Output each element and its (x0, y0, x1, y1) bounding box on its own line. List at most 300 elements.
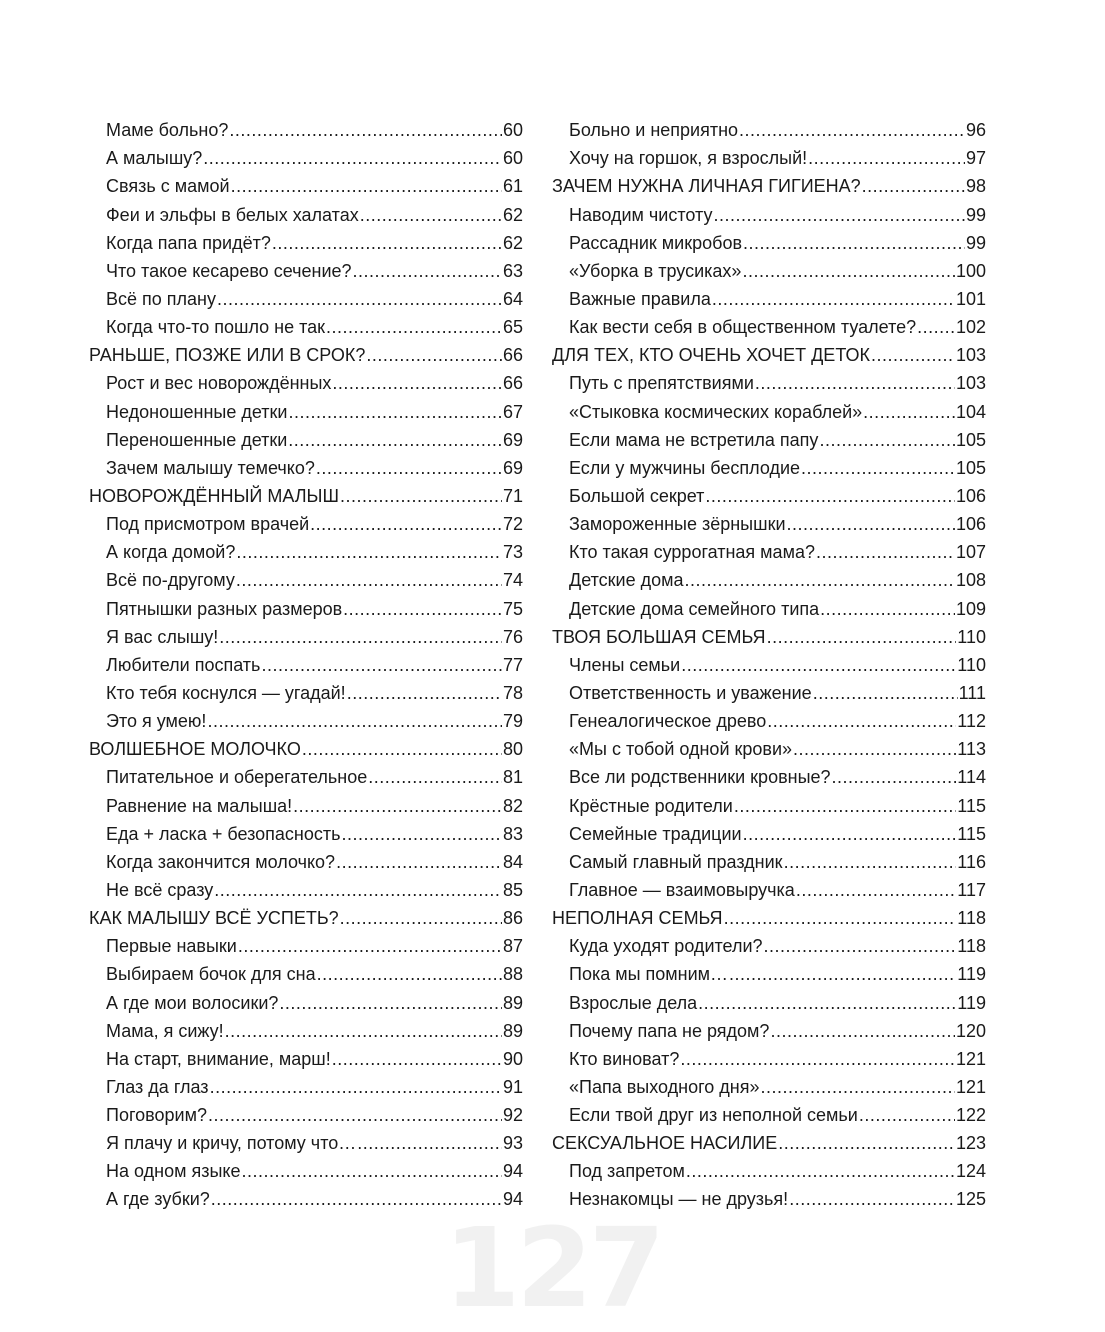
dot-leader (917, 316, 955, 338)
toc-entry-title: Пока мы помним… (569, 964, 729, 985)
toc-entry (89, 535, 523, 563)
toc-entry (552, 873, 986, 901)
toc-entry-page: 69 (502, 429, 523, 450)
toc-entry-page: 99 (965, 204, 986, 225)
toc-entry (552, 591, 986, 619)
dot-leader (767, 626, 957, 648)
toc-entry-page: 71 (502, 485, 523, 506)
toc-entry-page: 74 (502, 570, 523, 591)
toc-entry-page: 113 (957, 739, 986, 760)
dot-leader (760, 1076, 954, 1098)
toc-entry-title: На одном языке (106, 1161, 241, 1182)
toc-entry-page: 120 (955, 1020, 986, 1041)
toc-entry-page: 77 (502, 654, 523, 675)
toc-section-entry (89, 901, 523, 929)
toc-entry (89, 929, 523, 957)
toc-section-entry (552, 1126, 986, 1154)
toc-entry (552, 1014, 986, 1042)
toc-entry (552, 1042, 986, 1070)
toc-entry-title: ТВОЯ БОЛЬШАЯ СЕМЬЯ (552, 626, 766, 647)
toc-right-column (552, 113, 986, 1210)
dot-leader (784, 851, 957, 873)
dot-leader (859, 1104, 955, 1126)
toc-entry-page: 86 (502, 908, 523, 929)
dot-leader (293, 795, 502, 817)
dot-leader (712, 288, 955, 310)
dot-leader (871, 344, 955, 366)
dot-leader (681, 654, 956, 676)
dot-leader (332, 372, 502, 394)
dot-leader (236, 541, 502, 563)
toc-entry (89, 563, 523, 591)
dot-leader (219, 626, 502, 648)
toc-entry-title: Важные правила (569, 288, 711, 309)
toc-entry-page: 67 (502, 401, 523, 422)
toc-entry (552, 394, 986, 422)
toc-entry (552, 197, 986, 225)
toc-entry-page: 125 (955, 1189, 986, 1210)
toc-entry-page: 66 (502, 373, 523, 394)
toc-entry-title: Когда что-то пошло не так (106, 317, 326, 338)
toc-entry (89, 394, 523, 422)
toc-entry-page: 60 (502, 148, 523, 169)
toc-entry-page: 114 (957, 767, 986, 788)
toc-entry (89, 1154, 523, 1182)
toc-entry (89, 310, 523, 338)
toc-entry-page: 66 (502, 345, 523, 366)
toc-entry-title: Поговорим? (106, 1105, 207, 1126)
toc-entry-page: 63 (502, 260, 523, 281)
dot-leader (819, 429, 955, 451)
toc-entry (89, 366, 523, 394)
toc-entry-page: 123 (955, 1133, 986, 1154)
dot-leader (360, 204, 502, 226)
toc-entry (89, 1126, 523, 1154)
dot-leader (686, 1160, 955, 1182)
toc-entry (89, 620, 523, 648)
toc-entry-title: Связь с мамой (106, 176, 230, 197)
dot-leader (332, 1048, 502, 1070)
toc-entry-page: 119 (957, 964, 986, 985)
toc-entry (89, 704, 523, 732)
toc-entry (89, 282, 523, 310)
toc-entry-page: 108 (955, 570, 986, 591)
toc-entry-title: «Уборка в трусиках» (569, 260, 742, 281)
dot-leader (279, 992, 502, 1014)
toc-entry-title: Почему папа не рядом? (569, 1020, 770, 1041)
toc-entry-page: 78 (502, 682, 523, 703)
dot-leader (680, 1048, 955, 1070)
dot-leader (808, 147, 965, 169)
toc-entry (552, 141, 986, 169)
dot-leader (787, 513, 955, 535)
dot-leader (729, 963, 956, 985)
dot-leader (217, 288, 502, 310)
toc-entry-title: Любители поспать (106, 654, 261, 675)
toc-entry-page: 111 (958, 682, 986, 703)
toc-entry-page: 91 (502, 1076, 523, 1097)
toc-entry-page: 94 (502, 1189, 523, 1210)
toc-entry-page: 72 (502, 514, 523, 535)
toc-section-entry (89, 479, 523, 507)
dot-leader (698, 992, 956, 1014)
toc-section-entry (89, 338, 523, 366)
toc-entry-page: 84 (502, 851, 523, 872)
toc-entry-title: Когда закончится молочко? (106, 851, 336, 872)
toc-entry (552, 254, 986, 282)
toc-entry (89, 873, 523, 901)
dot-leader (225, 1020, 502, 1042)
dot-leader (272, 232, 502, 254)
toc-entry (552, 985, 986, 1013)
toc-entry-page: 119 (957, 992, 986, 1013)
toc-entry (552, 1070, 986, 1098)
toc-entry-title: Феи и эльфы в белых халатах (106, 204, 359, 225)
dot-leader (236, 569, 502, 591)
toc-entry (89, 591, 523, 619)
toc-entry (89, 788, 523, 816)
dot-leader (713, 204, 965, 226)
toc-entry-title: ЗАЧЕМ НУЖНА ЛИЧНАЯ ГИГИЕНА? (552, 176, 861, 197)
toc-entry-title: КАК МАЛЫШУ ВСЁ УСПЕТЬ? (89, 908, 339, 929)
toc-entry (552, 760, 986, 788)
toc-entry-page: 103 (955, 373, 986, 394)
toc-entry-title: Недоношенные детки (106, 401, 288, 422)
dot-leader (832, 766, 957, 788)
toc-entry (89, 507, 523, 535)
toc-entry-title: Путь с препятствиями (569, 373, 754, 394)
toc-entry-title: Если твой друг из неполной семьи (569, 1105, 858, 1126)
toc-entry (552, 788, 986, 816)
toc-entry (552, 563, 986, 591)
toc-entry (89, 760, 523, 788)
toc-entry (89, 113, 523, 141)
toc-entry (552, 479, 986, 507)
toc-section-entry (89, 732, 523, 760)
toc-entry (89, 226, 523, 254)
dot-leader (816, 541, 955, 563)
toc-entry (552, 957, 986, 985)
dot-leader (862, 175, 965, 197)
toc-entry-title: Не всё сразу (106, 879, 214, 900)
toc-entry-page: 89 (502, 1020, 523, 1041)
toc-entry-title: Ответственность и уважение (569, 682, 812, 703)
toc-entry-title: Первые навыки (106, 936, 237, 957)
toc-entry (552, 423, 986, 451)
toc-entry-title: Детские дома (569, 570, 684, 591)
dot-leader (214, 879, 502, 901)
toc-entry-page: 103 (955, 345, 986, 366)
toc-entry-title: А малышу? (106, 148, 203, 169)
dot-leader (368, 766, 502, 788)
dot-leader (336, 851, 502, 873)
toc-entry-title: Если у мужчины бесплодие (569, 457, 801, 478)
toc-entry-title: Что такое кесарево сечение? (106, 260, 352, 281)
toc-entry-title: Это я умею! (106, 711, 207, 732)
toc-entry-page: 106 (955, 485, 986, 506)
toc-entry-page: 60 (502, 120, 523, 141)
toc-section-entry (552, 338, 986, 366)
toc-entry-title: Рассадник микробов (569, 232, 743, 253)
toc-entry-title: Под запретом (569, 1161, 685, 1182)
toc-entry-title: Незнакомцы — не друзья! (569, 1189, 789, 1210)
dot-leader (743, 232, 965, 254)
toc-section-entry (552, 901, 986, 929)
toc-entry-page: 121 (955, 1076, 986, 1097)
toc-entry-page: 87 (502, 936, 523, 957)
dot-leader (207, 710, 502, 732)
toc-entry-page: 61 (502, 176, 523, 197)
toc-entry (89, 1070, 523, 1098)
toc-entry (552, 310, 986, 338)
toc-entry-page: 98 (965, 176, 986, 197)
toc-entry-page: 88 (502, 964, 523, 985)
toc-entry (552, 282, 986, 310)
dot-leader (347, 682, 502, 704)
toc-entry (552, 704, 986, 732)
toc-entry (89, 985, 523, 1013)
toc-entry-page: 90 (502, 1048, 523, 1069)
dot-leader (734, 795, 956, 817)
toc-entry-page: 104 (955, 401, 986, 422)
toc-entry-page: 62 (502, 204, 523, 225)
toc-entry-title: Зачем малышу темечко? (106, 457, 315, 478)
toc-entry (89, 1014, 523, 1042)
toc-entry (552, 366, 986, 394)
toc-entry-page: 75 (502, 598, 523, 619)
toc-entry (89, 254, 523, 282)
toc-entry-page: 92 (502, 1105, 523, 1126)
dot-leader (801, 457, 955, 479)
toc-entry-page: 115 (957, 823, 986, 844)
dot-leader (210, 1076, 502, 1098)
dot-leader (340, 485, 502, 507)
toc-entry-title: Еда + ласка + безопасность (106, 823, 341, 844)
toc-entry-title: «Стыковка космических кораблей» (569, 401, 863, 422)
toc-entry-page: 82 (502, 795, 523, 816)
toc-entry-title: РАНЬШЕ, ПОЗЖЕ ИЛИ В СРОК? (89, 345, 366, 366)
toc-entry-title: Все ли родственники кровные? (569, 767, 831, 788)
dot-leader (288, 429, 502, 451)
toc-entry (89, 1098, 523, 1126)
toc-entry-title: Детские дома семейного типа (569, 598, 820, 619)
toc-entry-title: А где мои волосики? (106, 992, 279, 1013)
toc-entry-title: Всё по-другому (106, 570, 235, 591)
toc-entry-page: 69 (502, 457, 523, 478)
dot-leader (755, 372, 955, 394)
toc-entry-page: 97 (965, 148, 986, 169)
dot-leader (353, 260, 502, 282)
toc-entry-page: 65 (502, 317, 523, 338)
toc-entry-page: 62 (502, 232, 523, 253)
toc-entry-page: 73 (502, 542, 523, 563)
toc-entry (552, 1154, 986, 1182)
dot-leader (317, 963, 502, 985)
toc-entry-page: 107 (955, 542, 986, 563)
dot-leader (231, 175, 502, 197)
toc-entry-title: НОВОРОЖДЁННЫЙ МАЛЫШ (89, 485, 339, 506)
toc-entry-title: Маме больно? (106, 120, 229, 141)
toc-entry-title: СЕКСУАЛЬНОЕ НАСИЛИЕ (552, 1133, 778, 1154)
toc-entry-title: ВОЛШЕБНОЕ МОЛОЧКО (89, 739, 301, 760)
toc-entry-title: Мама, я сижу! (106, 1020, 224, 1041)
toc-entry-title: Семейные традиции (569, 823, 742, 844)
toc-entry-title: Под присмотром врачей (106, 514, 310, 535)
dot-leader (340, 907, 502, 929)
dot-leader (341, 823, 502, 845)
toc-entry-page: 118 (957, 936, 986, 957)
toc-entry-title: Кто виноват? (569, 1048, 680, 1069)
toc-entry-page: 122 (955, 1105, 986, 1126)
dot-leader (241, 1160, 501, 1182)
toc-entry-page: 83 (502, 823, 523, 844)
toc-entry-title: Главное — взаимовыручка (569, 879, 795, 900)
toc-entry-title: Большой секрет (569, 485, 705, 506)
dot-leader (229, 119, 502, 141)
toc-entry-title: Питательное и оберегательное (106, 767, 368, 788)
toc-entry-title: НЕПОЛНАЯ СЕМЬЯ (552, 908, 723, 929)
toc-entry-page: 96 (965, 120, 986, 141)
toc-entry-page: 105 (955, 457, 986, 478)
toc-entry-page: 115 (957, 795, 986, 816)
dot-leader (316, 457, 502, 479)
dot-leader (796, 879, 956, 901)
toc-entry-page: 116 (957, 851, 986, 872)
dot-leader (743, 823, 957, 845)
toc-entry (89, 1042, 523, 1070)
toc-entry-page: 100 (955, 260, 986, 281)
toc-entry (89, 197, 523, 225)
page-number: 127 (443, 1204, 662, 1332)
toc-entry (552, 817, 986, 845)
dot-leader (778, 1132, 955, 1154)
toc-entry (552, 732, 986, 760)
toc-entry-title: «Папа выходного дня» (569, 1076, 760, 1097)
toc-entry-title: Хочу на горшок, я взрослый! (569, 148, 808, 169)
dot-leader (238, 935, 502, 957)
toc-entry (552, 507, 986, 535)
dot-leader (203, 147, 502, 169)
toc-entry-title: А когда домой? (106, 542, 236, 563)
toc-entry-page: 93 (502, 1133, 523, 1154)
toc-entry-page: 118 (957, 908, 986, 929)
dot-leader (770, 1020, 955, 1042)
toc-entry-title: Больно и неприятно (569, 120, 739, 141)
toc-entry-title: Крёстные родители (569, 795, 733, 816)
dot-leader (705, 485, 955, 507)
dot-leader (813, 682, 958, 704)
toc-entry-title: Взрослые дела (569, 992, 698, 1013)
dot-leader (767, 710, 956, 732)
toc-entry-title: Самый главный праздник (569, 851, 783, 872)
toc-entry-title: Как вести себя в общественном туалете? (569, 317, 917, 338)
toc-section-entry (552, 169, 986, 197)
toc-entry-title: Если мама не встретила папу (569, 429, 819, 450)
toc-entry-page: 110 (957, 654, 986, 675)
toc-entry-page: 85 (502, 879, 523, 900)
toc-entry (552, 929, 986, 957)
toc-entry-title: Переношенные детки (106, 429, 288, 450)
toc-entry (89, 817, 523, 845)
toc-entry-page: 76 (502, 626, 523, 647)
toc-entry-page: 79 (502, 711, 523, 732)
toc-entry-page: 105 (955, 429, 986, 450)
dot-leader (742, 260, 955, 282)
toc-entry (89, 648, 523, 676)
toc-entry-title: «Мы с тобой одной крови» (569, 739, 793, 760)
dot-leader (820, 598, 955, 620)
toc-entry-title: Наводим чистоту (569, 204, 713, 225)
dot-leader (302, 738, 502, 760)
dot-leader (793, 738, 956, 760)
toc-entry (89, 676, 523, 704)
toc-entry (552, 113, 986, 141)
toc-entry-title: Члены семьи (569, 654, 681, 675)
toc-entry-page: 110 (957, 626, 986, 647)
toc-entry-title: Замороженные зёрнышки (569, 514, 786, 535)
toc-entry (552, 226, 986, 254)
toc-entry-page: 109 (955, 598, 986, 619)
toc-entry-page: 124 (955, 1161, 986, 1182)
dot-leader (208, 1104, 502, 1126)
toc-entry (89, 451, 523, 479)
toc-left-column (89, 113, 523, 1210)
toc-entry-page: 117 (957, 879, 986, 900)
dot-leader (326, 316, 502, 338)
toc-entry-title: А где зубки? (106, 1189, 210, 1210)
toc-entry (89, 169, 523, 197)
toc-entry-page: 64 (502, 288, 523, 309)
toc-entry (552, 1098, 986, 1126)
toc-entry (89, 845, 523, 873)
toc-entry-page: 106 (955, 514, 986, 535)
dot-leader (343, 598, 502, 620)
toc-entry-title: Куда уходят родители? (569, 936, 763, 957)
toc-entry-title: Выбираем бочок для сна (106, 964, 316, 985)
toc-entry-title: На старт, внимание, марш! (106, 1048, 331, 1069)
toc-entry-title: Кто тебя коснулся — угадай! (106, 682, 346, 703)
dot-leader (764, 935, 957, 957)
toc-entry-title: Я плачу и кричу, потому что… (106, 1133, 357, 1154)
dot-leader (366, 344, 502, 366)
dot-leader (685, 569, 955, 591)
toc-entry-title: Генеалогическое древо (569, 711, 767, 732)
toc-entry (552, 648, 986, 676)
toc-entry-title: Всё по плану (106, 288, 216, 309)
dot-leader (261, 654, 502, 676)
toc-entry (552, 451, 986, 479)
toc-entry-title: Равнение на малыша! (106, 795, 293, 816)
dot-leader (310, 513, 502, 535)
toc-entry-page: 99 (965, 232, 986, 253)
toc-entry (552, 845, 986, 873)
toc-entry-page: 89 (502, 992, 523, 1013)
dot-leader (724, 907, 957, 929)
toc-entry-page: 80 (502, 739, 523, 760)
toc-entry-title: Когда папа придёт? (106, 232, 271, 253)
toc-entry-title: Рост и вес новорождённых (106, 373, 332, 394)
toc-entry (89, 957, 523, 985)
toc-section-entry (552, 620, 986, 648)
dot-leader (357, 1132, 502, 1154)
toc-entry-title: Глаз да глаз (106, 1076, 209, 1097)
toc-entry-title: Кто такая суррогатная мама? (569, 542, 815, 563)
toc-entry-title: Пятнышки разных размеров (106, 598, 343, 619)
toc-entry-title: ДЛЯ ТЕХ, КТО ОЧЕНЬ ХОЧЕТ ДЕТОК (552, 345, 870, 366)
toc-entry-page: 112 (957, 711, 986, 732)
toc-entry-page: 102 (955, 317, 986, 338)
toc-entry-page: 94 (502, 1161, 523, 1182)
